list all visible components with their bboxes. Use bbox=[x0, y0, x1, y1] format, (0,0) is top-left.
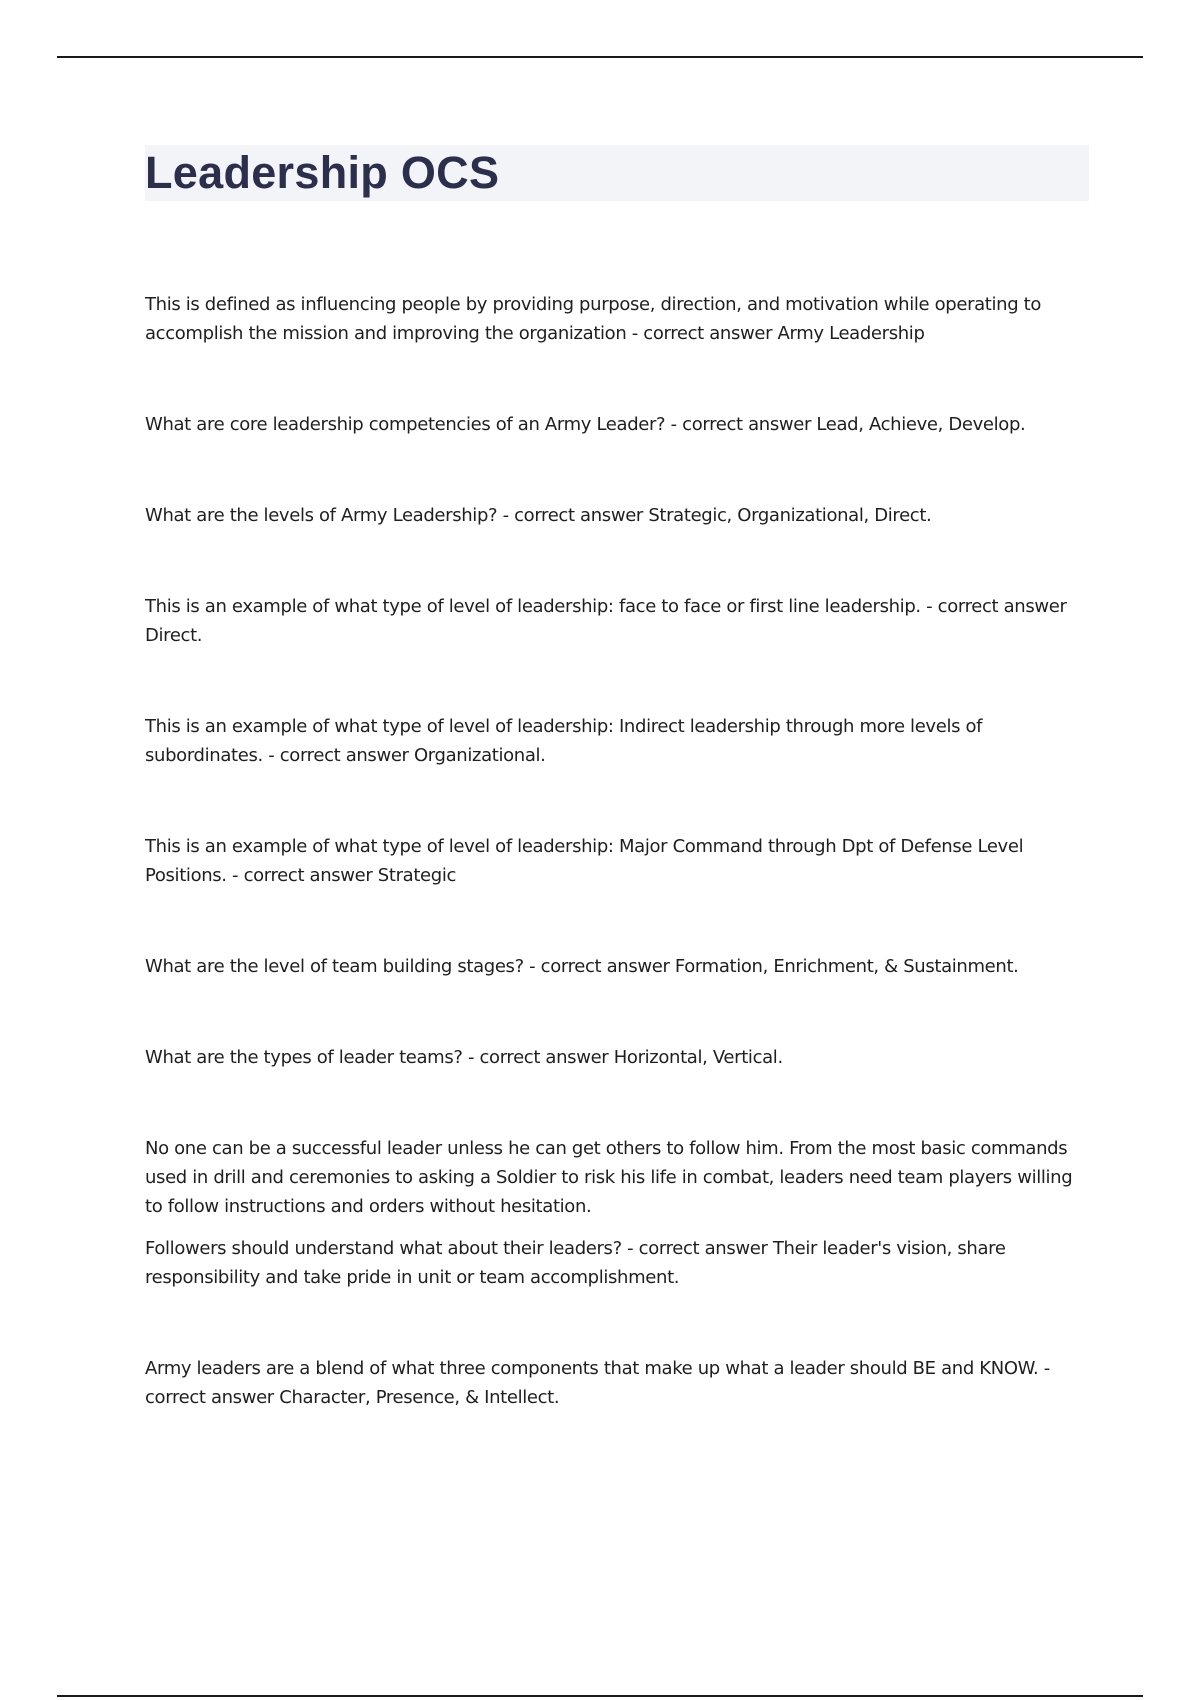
qa-context-paragraph: No one can be a successful leader unless he can get others to follow him. From the most basic commands used in drill and ceremonies to asking a Soldier to risk his life in combat, leaders need team players willing to follow instructions and orders without hesitation. bbox=[145, 1138, 1073, 1217]
qa-item: This is defined as influencing people by providing purpose, direction, and motivation while operating to accomplish the mission and improving the organization - correct answer Army Leadership bbox=[145, 294, 1042, 344]
qa-item: What are core leadership competencies of an Army Leader? - correct answer Lead, Achieve, Develop. bbox=[145, 414, 1026, 435]
qa-item: Followers should understand what about their leaders? - correct answer Their leader's vision, share responsibility and take pride in unit or team accomplishment. bbox=[145, 1238, 1006, 1288]
qa-item: This is an example of what type of level of leadership: face to face or first line leadership. - correct answer Direct. bbox=[145, 596, 1067, 646]
top-divider bbox=[57, 56, 1143, 58]
qa-item: This is an example of what type of level of leadership: Indirect leadership through more levels of subordinates. - correct answer Organizational. bbox=[145, 716, 983, 766]
qa-list bbox=[145, 290, 1089, 1412]
document-title: Leadership OCS bbox=[145, 147, 500, 198]
document-content bbox=[145, 145, 1089, 1474]
qa-item: Army leaders are a blend of what three components that make up what a leader should BE and KNOW. - correct answer Character, Presence, & Intellect. bbox=[145, 1358, 1050, 1408]
bottom-divider bbox=[57, 1695, 1143, 1697]
qa-item: What are the levels of Army Leadership? - correct answer Strategic, Organizational, Direct. bbox=[145, 505, 932, 526]
title-banner bbox=[145, 145, 1089, 201]
qa-item: What are the level of team building stages? - correct answer Formation, Enrichment, & Sustainment. bbox=[145, 956, 1019, 977]
qa-item: What are the types of leader teams? - correct answer Horizontal, Vertical. bbox=[145, 1047, 783, 1068]
qa-item: This is an example of what type of level of leadership: Major Command through Dpt of Defense Level Positions. - correct answer Strategic bbox=[145, 836, 1024, 886]
